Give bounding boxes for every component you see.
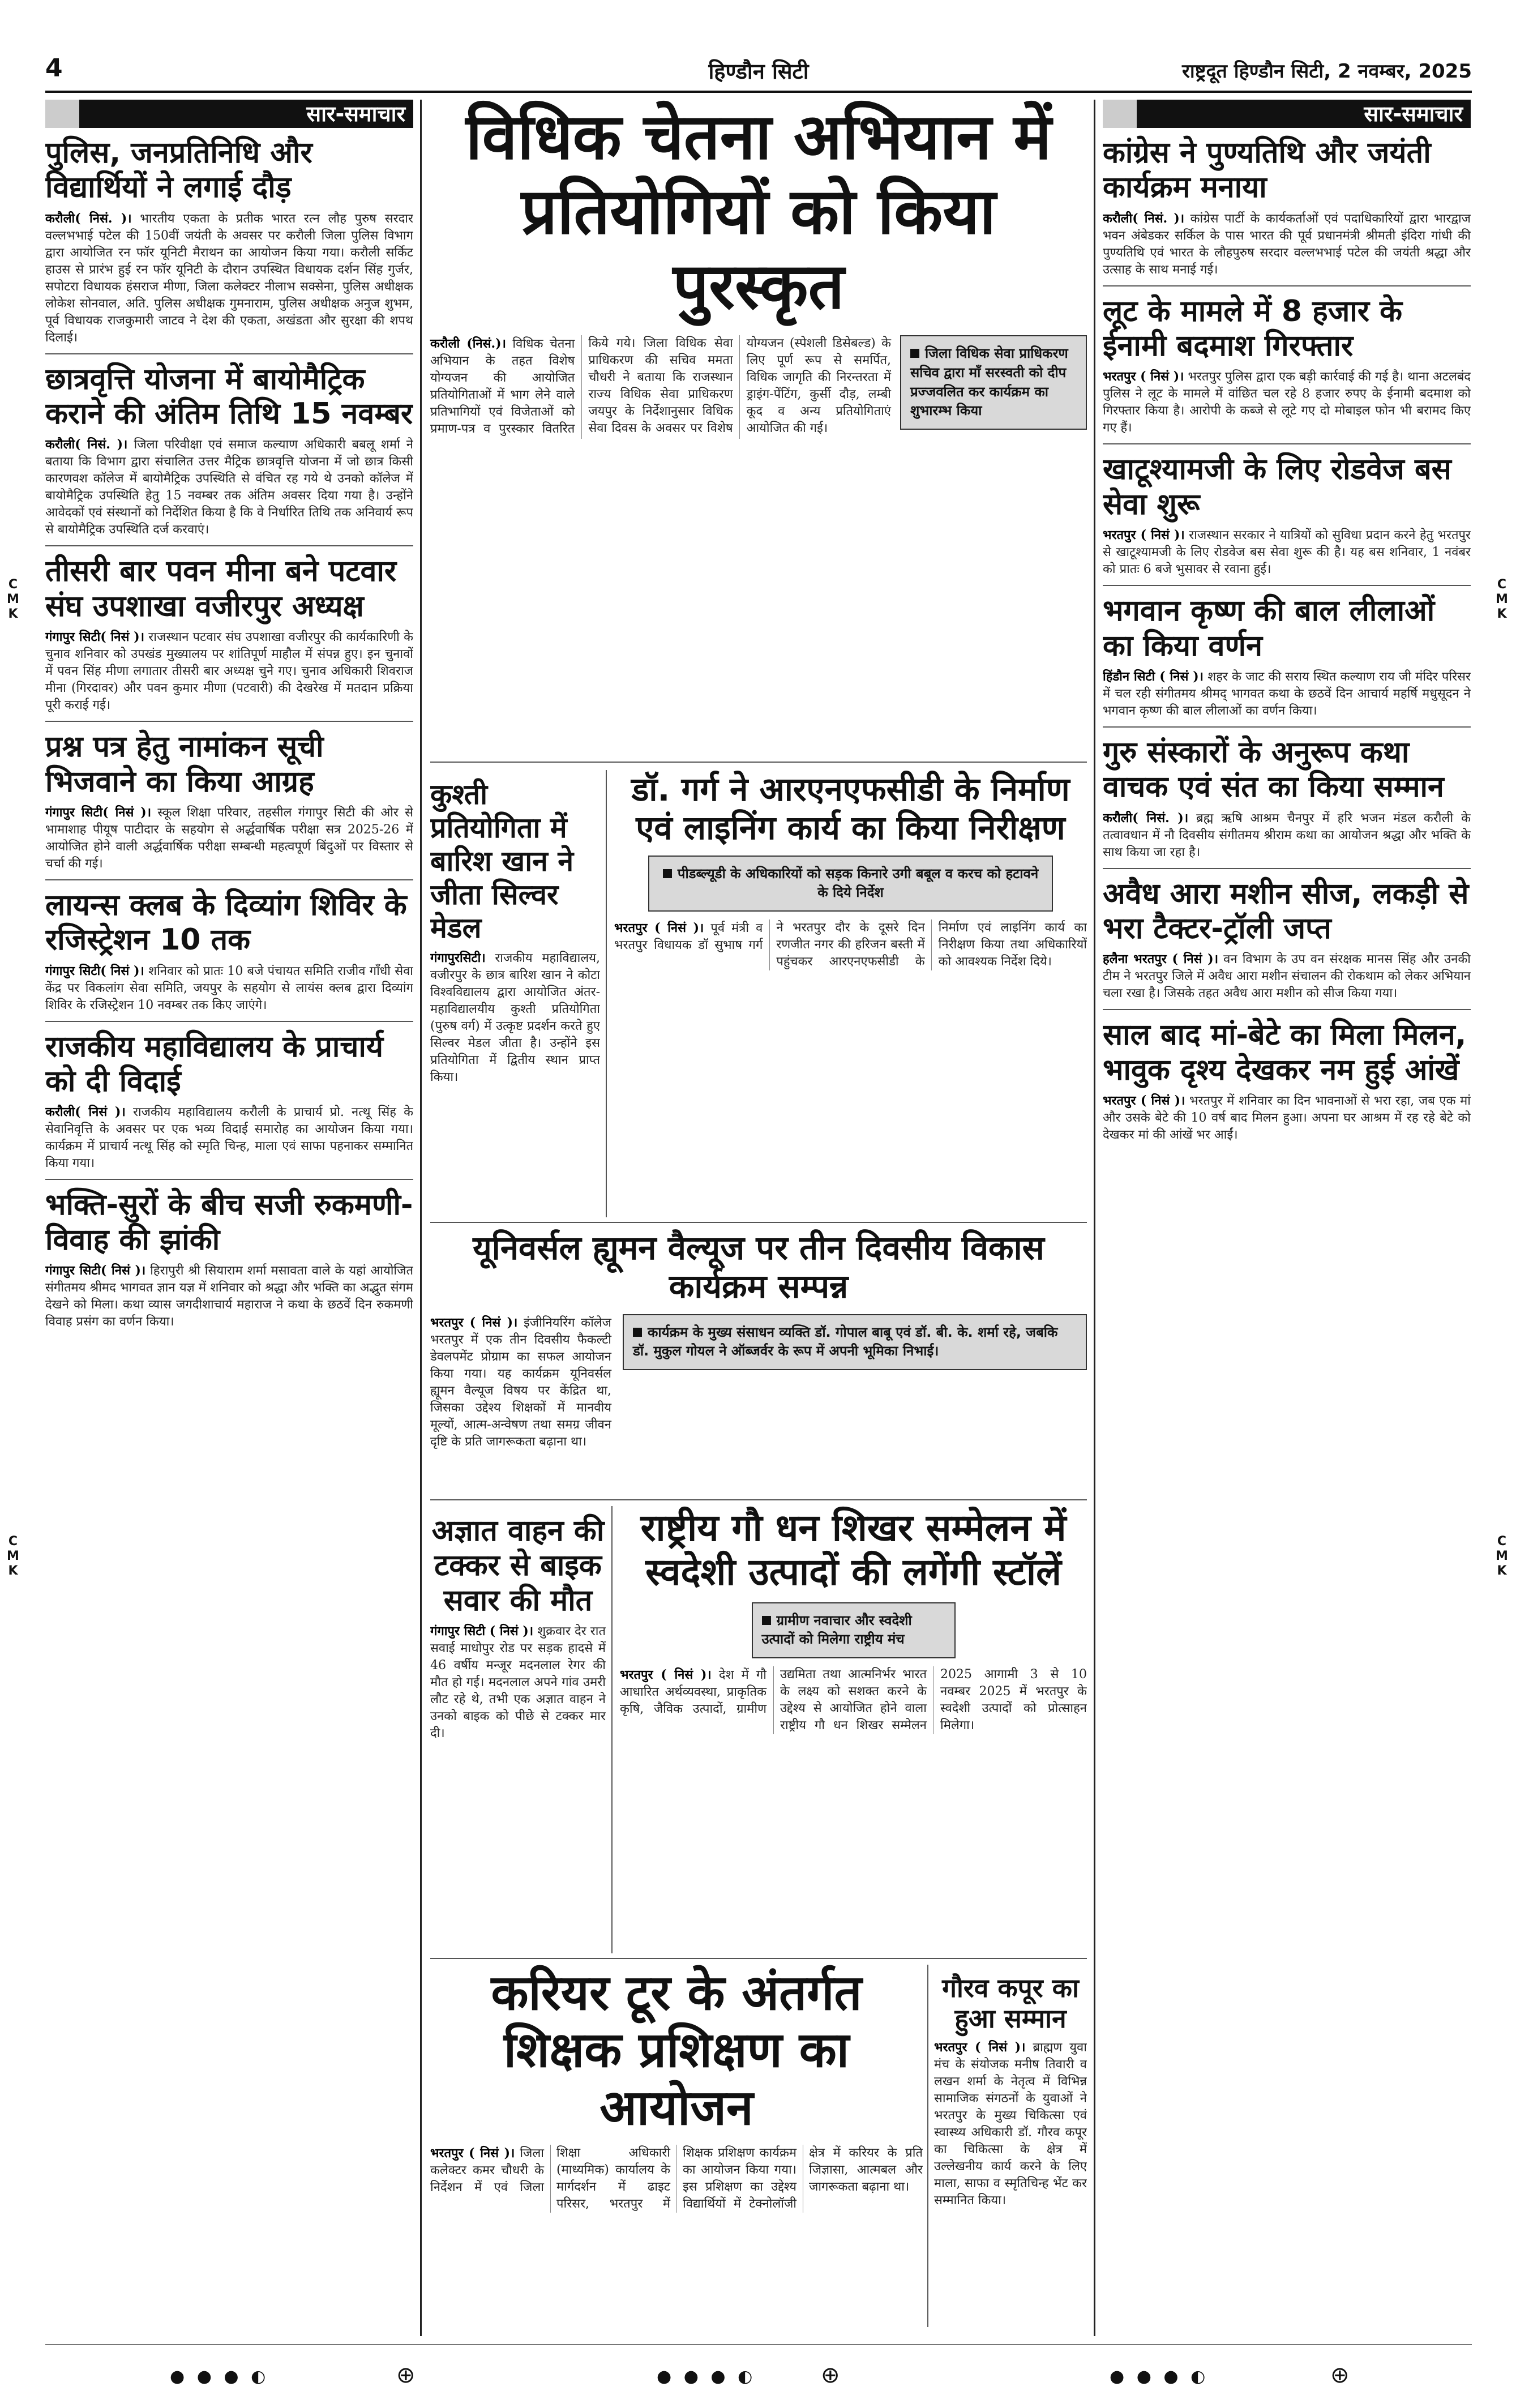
kushti-dateline: गंगापुरसिटी।	[430, 951, 486, 965]
dateline: राष्ट्रदूत हिण्डौन सिटी, 2 नवम्बर, 2025	[1181, 60, 1472, 83]
callout-bullet-icon	[910, 349, 919, 358]
footer-rule	[45, 2344, 1472, 2345]
callout-bullet-icon-3	[633, 1328, 642, 1337]
career-rule	[927, 1965, 928, 2327]
gaurav-dateline: भरतपुर ( निसं )।	[934, 2039, 1026, 2055]
garg-callout	[648, 856, 1053, 912]
left-story-2-headline: छात्रवृत्ति योजना में बायोमैट्रिक कराने की अंतिम तिथि 15 नवम्बर	[45, 362, 413, 431]
right-story-5	[1103, 735, 1471, 869]
career-headline: करियर टूर के अंतर्गत शिक्षक प्रशिक्षण का आयोजन	[491, 1965, 862, 2136]
left-story-1-body: भारतीय एकता के प्रतीक भारत रत्न लौह पुरुष सरदार वल्लभभाई पटेल की 150वीं जयंती के अवसर पर करौली जिला पुलिस विभाग द्वारा आयोजित रन फॉर यूनिटी मैराथन का आयोजन किया गया। करौली सर्किट हाउस से प्रारंभ हुई रन फॉर यूनिटी के दौरान उपस्थित विधायक दर्शन सिंह गुर्जर, सपोटरा विधायक हंसराज मीणा, जिला कलेक्टर नीलाभ सक्सेना, पुलिस अधीक्षक लोकेश सोनवाल, अति. पुलिस अधीक्षक गुमनाराम, पुलिस अधीक्षक अनुज शुभम, पूर्व विधायक राजकुमारी जाटव ने देश की एकता, अखंडता और सुरक्षा की शपथ दिलाई।	[45, 211, 413, 345]
registration-mark-center: ⊕	[821, 2362, 840, 2388]
registration-mark-left: ⊕	[396, 2362, 416, 2388]
left-story-4-dateline: गंगापुर सिटी( निसं )।	[45, 805, 152, 820]
lead-dateline: करौली (निसं.)।	[430, 336, 506, 352]
lead-headline: विधिक चेतना अभियान में प्रतियोगियों को किया पुरस्कृत	[465, 100, 1052, 324]
agyat-headline: अज्ञात वाहन की टक्कर से बाइक सवार की मौत	[431, 1514, 605, 1618]
left-story-5	[45, 888, 413, 1022]
kushti-body: राजकीय महाविद्यालय, वजीरपुर के छात्र बारिश खान ने कोटा विश्वविद्यालय द्वारा आयोजित अंतर-महाविद्यालयीय कुश्ती प्रतियोगिता (पुरुष वर्ग) में उत्कृष्ट प्रदर्शन करते हुए सिल्वर मेडल जीता है। उन्होंने इस प्रतियोगिता में द्वितीय स्थान प्राप्त किया।	[430, 951, 600, 1084]
kushti-story	[430, 770, 600, 1217]
career-body: जिला कलेक्टर कमर चौधरी के निर्देशन में एवं जिला शिक्षा अधिकारी (माध्यमिक) कार्यालय के मार्गदर्शन में ढाइट परिसर, भरतपुर में शिक्षक प्रशिक्षण कार्यक्रम का आयोजन किया गया। इस प्रशिक्षण का उद्देश्य विद्यार्थियों में टेक्नोलॉजी क्षेत्र में करियर के प्रति जिज्ञासा, आत्मबल और जागरूकता बढ़ाना था।	[430, 2146, 923, 2212]
right-sidebar	[1103, 100, 1471, 2336]
section-title: हिण्डौन सिटी	[708, 59, 809, 84]
right-story-5-body: ब्रह्म ऋषि आश्रम चैनपुर में हरि भजन मंडल करौली के तत्वावधान में नौ दिवसीय संगीतमय श्रीराम कथा का आयोजन श्रद्धा और भक्ति के साथ किया जा रहा है।	[1103, 811, 1471, 859]
cmk-mark-right-lower: C M K	[1496, 1534, 1508, 1578]
left-story-6-body: राजकीय महाविद्यालय करौली के प्राचार्य प्रो. नत्थू सिंह के सेवानिवृत्ति के अवसर पर एक भव्य विदाई समारोह का आयोजन किया गया। कार्यक्रम में प्राचार्य नत्थू सिंह को स्मृति चिन्ह, माला एवं साफा पहनाकर सम्मानित किया गया।	[45, 1105, 413, 1171]
right-story-1-dateline: करौली( निसं. )।	[1103, 211, 1185, 226]
right-story-1-body: कांग्रेस पार्टी के कार्यकर्ताओं एवं पदाधिकारियों द्वारा भारद्वाज भवन अंबेडकर सर्किल के पास भारत की पूर्व प्रधानमंत्री श्रीमती इंदिरा गांधी की पुण्यतिथि एवं भारत के लौहपुरुष सरदार वल्लभभाई पटेल की जयंती श्रद्धा और उत्साह के साथ मनाई गई।	[1103, 211, 1471, 277]
left-story-5-headline: लायन्स क्लब के दिव्यांग शिविर के रजिस्ट्रेशन 10 तक	[45, 888, 407, 957]
registration-mark-right: ⊕	[1330, 2362, 1350, 2388]
color-dots-right: ● ● ● ◐	[1110, 2367, 1209, 2386]
gau-divider	[430, 1958, 1087, 1959]
right-story-7	[1103, 1018, 1471, 1150]
left-sidebar	[45, 100, 413, 2336]
right-story-2-headline: लूट के मामले में 8 हजार के ईनामी बदमाश गिरफ्तार	[1103, 294, 1403, 363]
cmk-mark-left-lower: C M K	[7, 1534, 19, 1578]
page-number: 4	[45, 54, 63, 83]
agyat-story	[430, 1506, 606, 1953]
right-story-4-dateline: हिंडौन सिटी ( निसं )।	[1103, 669, 1204, 684]
gau-body: देश में गौ आधारित अर्थव्यवस्था, प्राकृतिक कृषि, जैविक उत्पादों, ग्रामीण उद्यमिता तथा आत्मनिर्भर भारत के लक्ष्य को सशक्त करने के उद्देश्य से आयोजित होने वाला राष्ट्रीय गौ धन शिखर सम्मेलन 2025 आगामी 3 से 10 नवम्बर 2025 में भरतपुर के स्वदेशी उत्पादों को प्रोत्साहन मिलेगा।	[620, 1667, 1087, 1733]
masthead-rule	[45, 91, 1472, 93]
lead-callout	[900, 335, 1087, 429]
lead-story	[430, 100, 1087, 756]
right-story-7-dateline: भरतपुर ( निसं )।	[1103, 1093, 1185, 1109]
right-story-3-body: राजस्थान सरकार ने यात्रियों को सुविधा प्रदान करने हेतु भरतपुर से खाटूश्यामजी के लिए रोडवेज बस सेवा शुरू की है। यह बस शनिवार, 1 नवंबर को प्रातः 6 बजे भुसावर से रवाना हुई।	[1103, 528, 1471, 577]
garg-callout-text: पीडब्ल्यूडी के अधिकारियों को सड़क किनारे उगी बबूल व करच को हटावने के दिये निर्देश	[677, 865, 1039, 901]
univ-divider	[430, 1499, 1087, 1500]
callout-bullet-icon-2	[663, 869, 672, 878]
garg-story	[614, 770, 1087, 1217]
univ-story	[430, 1229, 1087, 1495]
right-story-4-headline: भगवान कृष्ण की बाल लीलाओं का किया वर्णन	[1103, 594, 1435, 663]
right-column-rule	[1094, 100, 1095, 2336]
left-story-4-body: स्कूल शिक्षा परिवार, तहसील गंगापुर सिटी की ओर से भामाशाह पीयूष पाटीदार के सहयोग से अर्द्धवार्षिक परीक्षा सत्र 2025-26 में आयोजित होने वाली अर्द्धवार्षिक परीक्षा सम्बन्धी महत्वपूर्ण बिंदुओं पर विस्तार से चर्चा की गई।	[45, 805, 413, 871]
color-dots-center: ● ● ● ◐	[657, 2367, 756, 2386]
univ-dateline: भरतपुर ( निसं )।	[430, 1315, 518, 1330]
left-story-6-headline: राजकीय महाविद्यालय के प्राचार्य को दी विदाई	[45, 1029, 384, 1098]
gau-callout	[752, 1602, 956, 1658]
gau-dateline: भरतपुर ( निसं )।	[620, 1667, 712, 1682]
agyat-rule	[611, 1506, 613, 1953]
lead-body: विधिक चेतना अभियान के तहत विशेष योग्यजन की आयोजित प्रतियोगिताओं में भाग लेने वाले प्रतिभागियों एवं विजेताओं को प्रमाण-पत्र व पुरस्कार वितरित किये गये। जिला विधिक सेवा प्राधिकरण की सचिव ममता चौधरी ने बताया कि राजस्थान राज्य विधिक सेवा प्राधिकरण जयपुर के निर्देशानुसार विधिक सेवा दिवस के अवसर पर विशेष योग्यजन (स्पेशली डिसेबल्ड) के लिए पूर्ण रूप से समर्पित, विधिक जागृति की निरन्तरता में ड्राइंग-पेंटिंग, कुर्सी दौड़, लम्बी कूद व अन्य प्रतियोगिताएं आयोजित की गई।	[430, 336, 891, 437]
left-story-1	[45, 136, 413, 354]
left-story-3-headline: तीसरी बार पवन मीना बने पटवार संघ उपशाखा वजीरपुर अध्यक्ष	[45, 554, 397, 623]
left-story-7-headline: भक्ति-सुरों के बीच सजी रुकमणी-विवाह की झांकी	[45, 1188, 413, 1257]
left-story-5-dateline: गंगापुर सिटी( निसं )।	[45, 963, 144, 978]
garg-body: पूर्व मंत्री व भरतपुर विधायक डॉ सुभाष गर्ग ने भरतपुर दौर के दूसरे दिन रणजीत नगर की हरिजन बस्ती में पहुंचकर आरएनएफसीडी के निर्माण एवं लाइनिंग कार्य का निरीक्षण किया तथा अधिकारियों को आवश्यक निर्देश दिये।	[614, 921, 1087, 969]
univ-callout	[623, 1314, 1087, 1370]
right-story-5-dateline: करौली( निसं. )।	[1103, 810, 1189, 826]
right-story-3	[1103, 452, 1471, 586]
section-band-left: सार-समाचार	[45, 100, 413, 128]
right-story-6-headline: अवैध आरा मशीन सीज, लकड़ी से भरा टैक्टर-ट्रॉली जप्त	[1103, 876, 1469, 946]
gau-story	[620, 1506, 1087, 1953]
cmk-mark-left-upper: C M K	[7, 578, 19, 621]
masthead	[45, 54, 1472, 85]
kushti-rule	[606, 770, 607, 1217]
gaurav-headline: गौरव कपूर का हुआ सम्मान	[942, 1973, 1079, 2034]
right-story-7-headline: साल बाद मां-बेटे का मिला मिलन, भावुक दृश्य देखकर नम हुई आंखें	[1103, 1018, 1467, 1087]
left-story-2	[45, 362, 413, 547]
right-story-2-dateline: भरतपुर ( निसं )।	[1103, 369, 1184, 384]
agyat-body: शुक्रवार देर रात सवाई माधोपुर रोड पर सड़क हादसे में 46 वर्षीय मन्जूर मदनलाल रेगर की मौत हो गई। मदनलाल अपने गांव उमरी लौट रहे थे, तभी एक अज्ञात वाहन ने उनको बाइक को पीछे से टक्कर मार दी।	[430, 1624, 606, 1741]
left-story-6	[45, 1030, 413, 1181]
gaurav-story	[934, 1965, 1087, 2327]
left-story-5-body: शनिवार को प्रातः 10 बजे पंचायत समिति राजीव गाँधी सेवा केंद्र पर विकलांग सेवा समिति, जयपुर के सहयोग से लायंस क्लब द्वारा दिव्यांग शिविर के रजिस्ट्रेशन 10 नवम्बर तक किए जाएंगे।	[45, 964, 413, 1012]
right-story-6-body: वन विभाग के उप वन संरक्षक मानस सिंह और उनकी टीम ने भरतपुर जिले में अवैध आरा मशीन संचालन की रोकथाम को लेकर अभियान चला रखा है। जिसके तहत अवैध आरा मशीन को सीज किया गया।	[1103, 952, 1471, 1001]
left-story-4	[45, 730, 413, 880]
univ-callout-text: कार्यक्रम के मुख्य संसाधन व्यक्ति डॉ. गोपाल बाबू एवं डॉ. बी. के. शर्मा रहे, जबकि डॉ. मुकुल गोयल ने ऑब्जर्वर के रूप में अपनी भूमिका निभाई।	[633, 1324, 1058, 1359]
color-dots-left: ● ● ● ◐	[170, 2367, 269, 2386]
kushti-headline: कुश्ती प्रतियोगिता में बारिश खान ने जीता सिल्वर मेडल	[430, 778, 574, 944]
right-story-6	[1103, 877, 1471, 1011]
agyat-dateline: गंगापुर सिटी ( निसं )।	[430, 1624, 534, 1639]
gaurav-body: ब्राह्मण युवा मंच के संयोजक मनीष तिवारी व लखन शर्मा के नेतृत्व में विभिन्न सामाजिक संगठनों के युवाओं ने भरतपुर के मुख्य चिकित्सा एवं स्वास्थ्य अधिकारी डॉ. गौरव कपूर का चिकित्सा के क्षेत्र में उल्लेखनीय कार्य करने के लिए माला, साफा व स्मृतिचिन्ह भेंट कर सम्मानित किया।	[934, 2040, 1087, 2208]
left-column-rule	[420, 100, 422, 2336]
right-story-7-body: भरतपुर में शनिवार का दिन भावनाओं से भरा रहा, जब एक मां और उसके बेटे की 10 वर्ष बाद मिलन हुआ। अपना घर आश्रम में रह रहे बेटे को देखकर मां की आंखें भर आईं।	[1103, 1094, 1471, 1143]
right-story-4-body: शहर के जाट की सराय स्थित कल्याण राय जी मंदिर परिसर में चल रही संगीतमय श्रीमद् भागवत कथा के छठवें दिन आचार्य महर्षि मधुसूदन ने भगवान कृष्ण की बाल लीलाओं का वर्णन किया।	[1103, 669, 1471, 718]
cmk-mark-right-upper: C M K	[1496, 578, 1508, 621]
left-story-7	[45, 1188, 413, 1337]
right-story-3-headline: खाटूश्यामजी के लिए रोडवेज बस सेवा शुरू	[1103, 452, 1451, 521]
garg-dateline: भरतपुर ( निसं )।	[614, 921, 704, 936]
right-story-1	[1103, 136, 1471, 286]
lead-callout-text: जिला विधिक सेवा प्राधिकरण सचिव द्वारा माँ सरस्वती को दीप प्रज्जवलित कर कार्यक्रम का शुभारम्भ किया	[910, 345, 1068, 419]
left-story-1-dateline: करौली( निसं. )।	[45, 211, 132, 226]
right-story-4	[1103, 594, 1471, 728]
left-story-7-body: हिरापुरी श्री सियाराम शर्मा मसावता वाले के यहां आयोजित संगीतमय श्रीमद भागवत ज्ञान यज्ञ में शनिवार को श्रद्धा और भक्ति का अद्भुत संगम देखने को मिला। कथा व्यास जगदीशाचार्य महाराज ने कथा के छठवें दिन रुकमणी विवाह प्रसंग का वर्णन किया।	[45, 1264, 413, 1329]
left-story-7-dateline: गंगापुर सिटी( निसं )।	[45, 1263, 146, 1278]
career-story	[430, 1965, 923, 2327]
right-story-3-dateline: भरतपुर ( निसं )।	[1103, 528, 1185, 543]
gau-callout-text: ग्रामीण नवाचार और स्वदेशी उत्पादों को मिलेगा राष्ट्रीय मंच	[761, 1612, 912, 1648]
right-story-2	[1103, 294, 1471, 445]
left-story-4-headline: प्रश्न पत्र हेतु नामांकन सूची भिजवाने का किया आग्रह	[45, 730, 324, 799]
right-story-1-headline: कांग्रेस ने पुण्यतिथि और जयंती कार्यक्रम मनाया	[1103, 136, 1431, 205]
right-story-5-headline: गुरु संस्कारों के अनुरूप कथा वाचक एवं संत का किया सम्मान	[1103, 735, 1444, 805]
garg-headline: डॉ. गर्ग ने आरएनएफसीडी के निर्माण एवं लाइनिंग कार्य का किया निरीक्षण	[631, 770, 1070, 848]
lead-divider	[430, 762, 1087, 763]
left-story-2-dateline: करौली( निसं. )।	[45, 437, 128, 452]
left-story-3	[45, 554, 413, 722]
right-story-6-dateline: हलैना भरतपुर ( निसं )।	[1103, 952, 1219, 967]
univ-headline: यूनिवर्सल ह्यूमन वैल्यूज पर तीन दिवसीय विकास कार्यक्रम सम्पन्न	[473, 1229, 1044, 1306]
gau-headline: राष्ट्रीय गौ धन शिखर सम्मेलन में स्वदेशी उत्पादों की लगेंगी स्टॉलें	[640, 1506, 1067, 1594]
garg-divider	[430, 1222, 1087, 1223]
left-story-1-headline: पुलिस, जनप्रतिनिधि और विद्यार्थियों ने लगाई दौड़	[45, 136, 312, 205]
left-story-3-body: राजस्थान पटवार संघ उपशाखा वजीरपुर की कार्यकारिणी के चुनाव शनिवार को उपखंड मुख्यालय पर शांतिपूर्ण माहौल में संपन्न हुए। इन चुनावों में पवन सिंह मीणा लगातार तीसरी बार अध्यक्ष चुने गए। चुनाव अधिकारी शिवराज मीना (गिरदावर) और पवन कुमार मीणा (पटवारी) की देखरेख में मतदान प्रक्रिया पूरी कराई गई।	[45, 630, 413, 713]
section-band-right: सार-समाचार	[1103, 100, 1471, 128]
callout-bullet-icon-4	[762, 1616, 771, 1625]
left-story-2-body: जिला परिवीक्षा एवं समाज कल्याण अधिकारी बबलू शर्मा ने बताया कि विभाग द्वारा संचालित उत्तर मैट्रिक छात्रवृत्ति योजना में जो छात्र किसी कारणवश कॉलेज में बायोमैट्रिक उपस्थिति से वंचित रह गये थे उनको कॉलेज में बायोमैट्रिक उपस्थिति हेतु 15 नवम्बर तक अंतिम अवसर दिया गया है। उन्होंने आवेदकों एवं संस्थानों को निर्देशित किया है कि वे निर्धारित तिथि तक अनिवार्य रूप से बायोमैट्रिक उपस्थिति दर्ज करवाएं।	[45, 438, 413, 537]
right-story-2-body: भरतपुर पुलिस द्वारा एक बड़ी कार्रवाई की गई है। थाना अटलबंद पुलिस ने लूट के मामले में वांछित चल रहे 8 हजार रुपए के ईनामी बदमाश को गिरफ्तार किया है। आरोपी के कब्जे से लूटे गए दो मोबाइल फोन भी बरामद किए गए हैं।	[1103, 370, 1471, 435]
career-dateline: भरतपुर ( निसं )।	[430, 2146, 515, 2161]
left-story-6-dateline: करौली( निसं )।	[45, 1105, 126, 1120]
left-story-3-dateline: गंगापुर सिटी( निसं )।	[45, 630, 145, 645]
univ-body: इंजीनियरिंग कॉलेज भरतपुर में एक तीन दिवसीय फैकल्टी डेवलपमेंट प्रोग्राम का सफल आयोजन किया गया। यह कार्यक्रम यूनिवर्सल ह्यूमन वैल्यूज विषय पर केंद्रित था, जिसका उद्देश्य शिक्षकों में मानवीय मूल्यों, आत्म-अन्वेषण तथा समग्र जीवन दृष्टि के प्रति जागरूकता बढ़ाना था।	[430, 1315, 612, 1449]
